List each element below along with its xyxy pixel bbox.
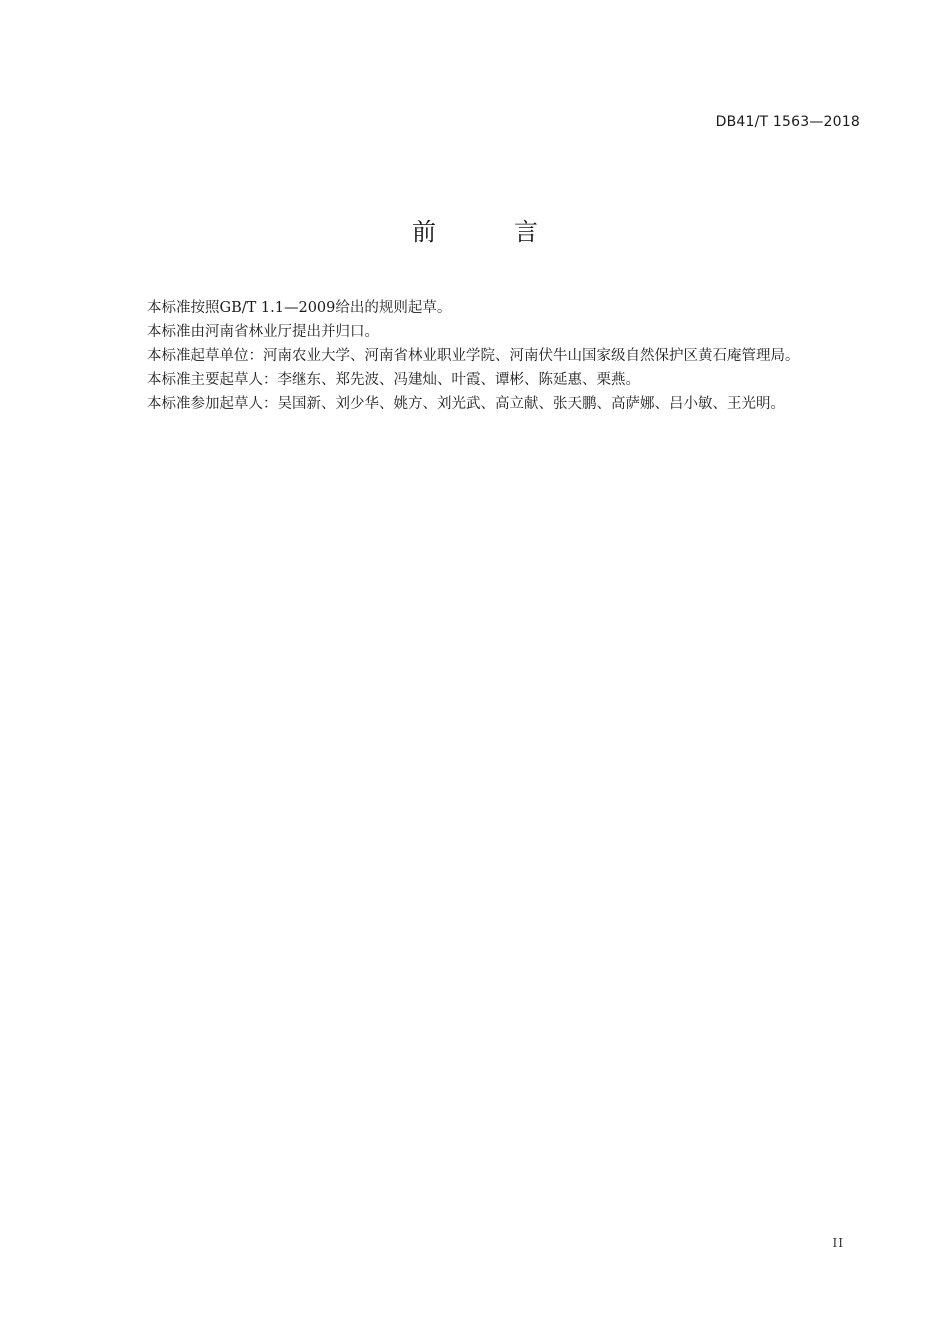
- paragraph-drafting-rules: 本标准按照GB/T 1.1—2009给出的规则起草。: [147, 300, 452, 316]
- page-number: II: [832, 1236, 844, 1250]
- paragraph-participating-drafters: 本标准参加起草人：吴国新、刘少华、姚方、刘光武、高立献、张天鹏、高萨娜、吕小敏、王光明。: [147, 396, 785, 412]
- paragraph-drafting-units: 本标准起草单位：河南农业大学、河南省林业职业学院、河南伏牛山国家级自然保护区黄石庵管理局。: [147, 348, 800, 364]
- foreword-body: [114, 296, 860, 416]
- page-title: 前言: [412, 218, 616, 246]
- paragraph-main-drafters: 本标准主要起草人：李继东、郑先波、冯建灿、叶霞、谭彬、陈延惠、栗燕。: [147, 372, 640, 388]
- document-code: DB41/T 1563—2018: [715, 114, 860, 130]
- paragraph-proposer: 本标准由河南省林业厅提出并归口。: [147, 324, 379, 340]
